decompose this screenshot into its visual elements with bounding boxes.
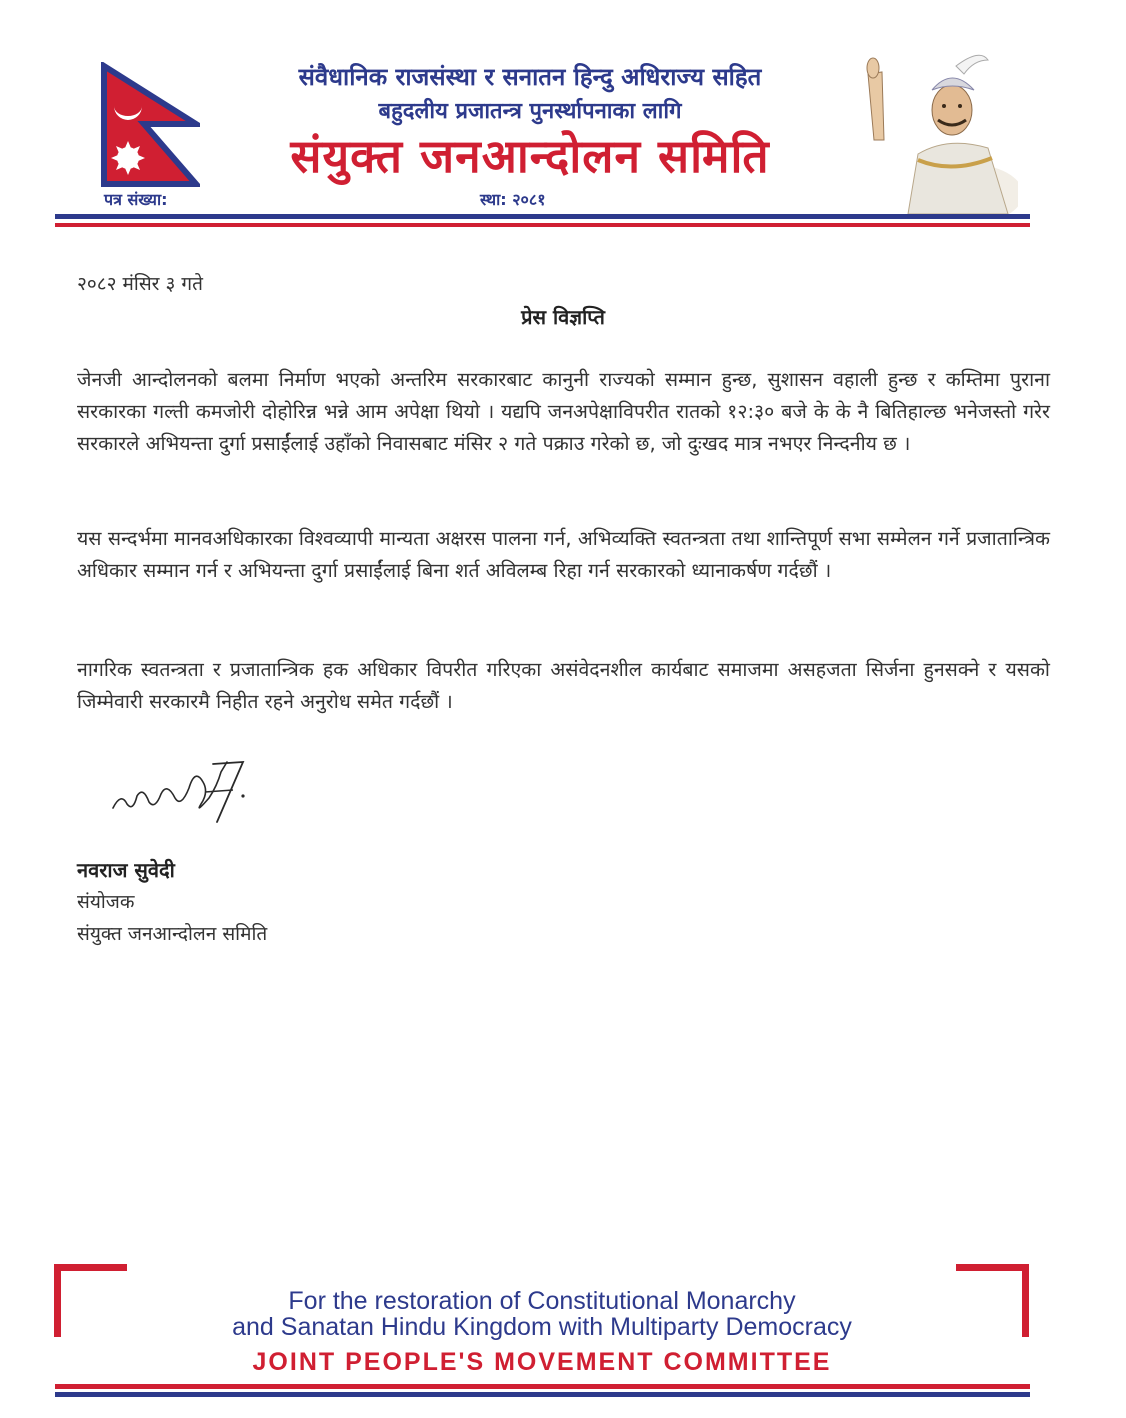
body-paragraph: जेनजी आन्दोलनको बलमा निर्माण भएको अन्तरिम सरकारबाट कानुनी राज्यको सम्मान हुन्छ, सुशासन वहाली हुन्छ र कम्तिमा पुराना सरकारका गल्ती कमजोरी दोहोरिन्न भन्ने आम अपेक्षा थियो । यद्यपि जनअपेक्षाविपरीत रातको १२:३० बजे के के नै बितिहाल्छ भनेजस्तो गरेर सरकारले अभियन्ता दुर्गा प्रसाईंलाई उहाँको निवासबाट मंसिर २ गते पक्राउ गरेको छ, जो दुःखद मात्र नभएर निन्दनीय छ ।: [77, 368, 1050, 455]
footer-divider-blue: [55, 1392, 1030, 1397]
signer-organization: संयुक्त जनआन्दोलन समिति: [77, 923, 268, 945]
signer-name: नवराज सुवेदी: [77, 858, 175, 882]
king-portrait-image: [848, 44, 1018, 214]
body-paragraph: यस सन्दर्भमा मानवअधिकारका विश्वव्यापी मान्यता अक्षरस पालना गर्न, अभिव्यक्ति स्वतन्त्रता तथा शान्तिपूर्ण सभा सम्मेलन गर्ने प्रजातान्त्रिक अधिकार सम्मान गर्न र अभियन्ता दुर्गा प्रसाईंलाई बिना शर्त अविलम्ब रिहा गर्न सरकारको ध्यानाकर्षण गर्दछौं ।: [77, 527, 1050, 582]
body-paragraph: नागरिक स्वतन्त्रता र प्रजातान्त्रिक हक अधिकार विपरीत गरिएका असंवेदनशील कार्यबाट समाजमा असहजता सिर्जना हुनसक्ने र यसको जिम्मेवारी सरकारमै निहीत रहने अनुरोध समेत गर्दछौं ।: [77, 658, 1050, 713]
handwritten-signature: [105, 752, 255, 832]
footer-tagline-1: For the restoration of Constitutional Monarchy: [288, 1287, 796, 1315]
letter-date: २०८२ मंसिर ३ गते: [77, 273, 203, 295]
footer-divider-red: [55, 1384, 1030, 1389]
header-tagline-1: संवैधानिक राजसंस्था र सनातन हिन्दु अधिराज्य सहित: [298, 63, 762, 91]
header-divider-red: [55, 223, 1030, 227]
header-divider-blue: [55, 214, 1030, 219]
established-year: स्था: २०८१: [480, 190, 546, 209]
press-release-title: प्रेस विज्ञप्ति: [521, 305, 605, 329]
header-tagline-2: बहुदलीय प्रजातन्त्र पुनर्स्थापनाका लागि: [378, 99, 682, 124]
nepal-flag-icon: [100, 62, 200, 188]
footer-tagline-2: and Sanatan Hindu Kingdom with Multiparty Democracy: [232, 1313, 852, 1341]
organization-name: संयुक्त जनआन्दोलन समिति: [290, 129, 770, 183]
footer-organization-name: JOINT PEOPLE'S MOVEMENT COMMITTEE: [252, 1348, 832, 1376]
reference-number-label: पत्र संख्या:: [104, 190, 168, 209]
signer-title: संयोजक: [77, 891, 135, 913]
